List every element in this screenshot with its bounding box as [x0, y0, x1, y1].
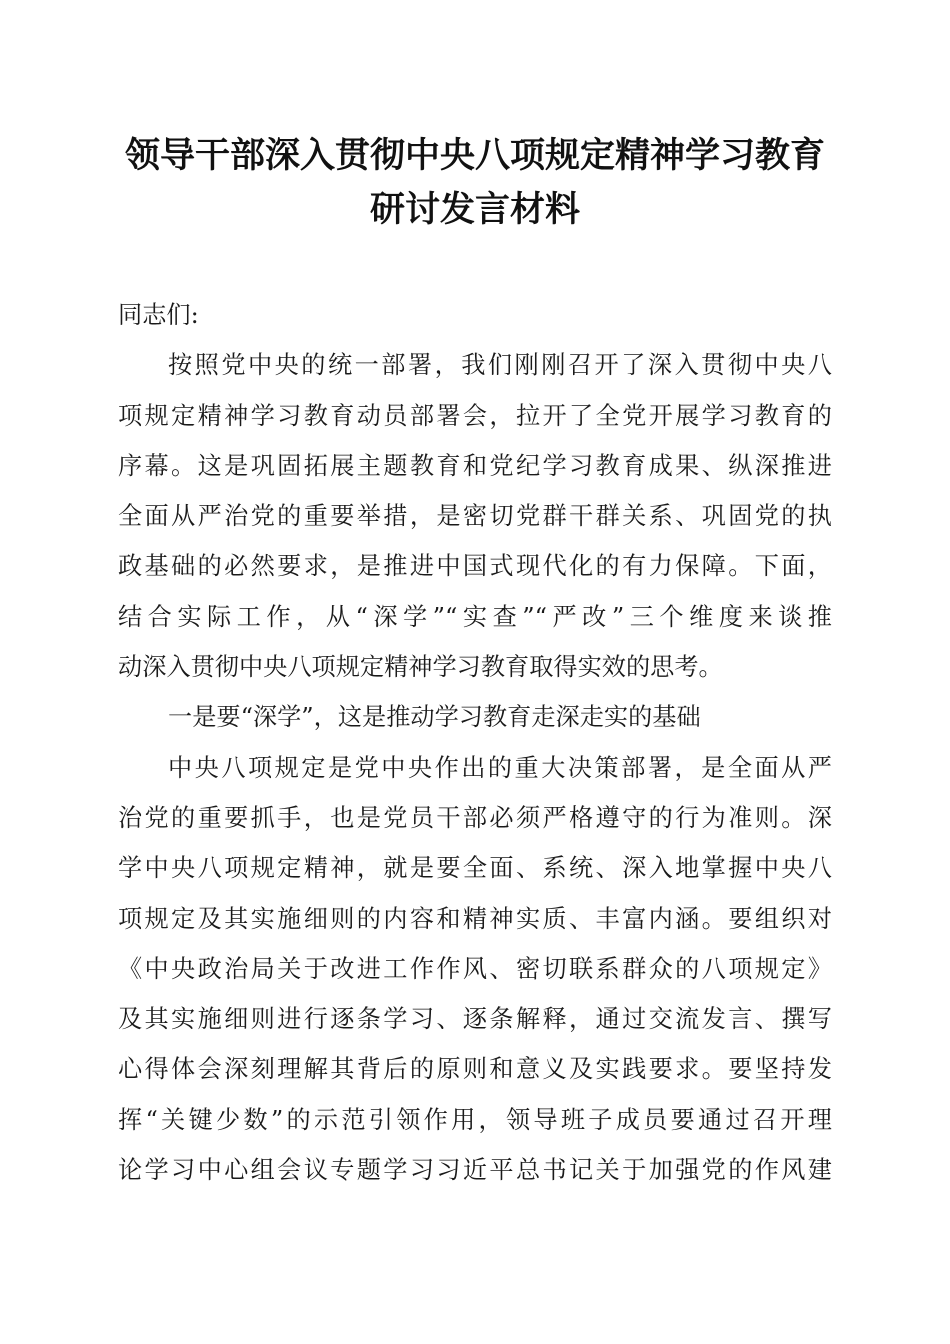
document-title-line-1: 领导干部深入贯彻中央八项规定精神学习教育 — [124, 135, 825, 176]
body-line: 结合实际工作，从“深学”“实查”“严改”三个维度来谈推 — [118, 602, 832, 631]
body-line: 治党的重要抓手，也是党员干部必须严格遵守的行为准则。深 — [118, 803, 832, 832]
body-line: 心得体会深刻理解其背后的原则和意义及实践要求。要坚持发 — [118, 1055, 832, 1084]
body-line: 序幕。这是巩固拓展主题教育和党纪学习教育成果、纵深推进 — [118, 451, 832, 480]
salutation: 同志们: — [118, 301, 199, 329]
body-line: 论学习中心组会议专题学习习近平总书记关于加强党的作风建 — [118, 1156, 832, 1185]
body-line: 及其实施细则进行逐条学习、逐条解释，通过交流发言、撰写 — [118, 1005, 832, 1034]
body-line: 动深入贯彻中央八项规定精神学习教育取得实效的思考。 — [118, 653, 723, 682]
section-heading: 一是要“深学”，这是推动学习教育走深走实的基础 — [168, 703, 701, 732]
body-line: 按照党中央的统一部署，我们刚刚召开了深入贯彻中央八 — [168, 351, 832, 380]
body-line: 挥“关键少数”的示范引领作用，领导班子成员要通过召开理 — [118, 1105, 832, 1134]
document-title-line-2: 研讨发言材料 — [369, 189, 580, 230]
body-line: 学中央八项规定精神，就是要全面、系统、深入地掌握中央八 — [118, 854, 832, 883]
body-line: 《中央政治局关于改进工作作风、密切联系群众的八项规定》 — [118, 954, 832, 983]
body-line: 全面从严治党的重要举措，是密切党群干群关系、巩固党的执 — [118, 502, 832, 531]
document-body — [118, 290, 832, 1195]
body-line: 政基础的必然要求，是推进中国式现代化的有力保障。下面， — [118, 552, 832, 581]
body-line: 中央八项规定是党中央作出的重大决策部署，是全面从严 — [168, 753, 832, 782]
body-line: 项规定精神学习教育动员部署会，拉开了全党开展学习教育的 — [118, 401, 832, 430]
body-line: 项规定及其实施细则的内容和精神实质、丰富内涵。要组织对 — [118, 904, 832, 933]
